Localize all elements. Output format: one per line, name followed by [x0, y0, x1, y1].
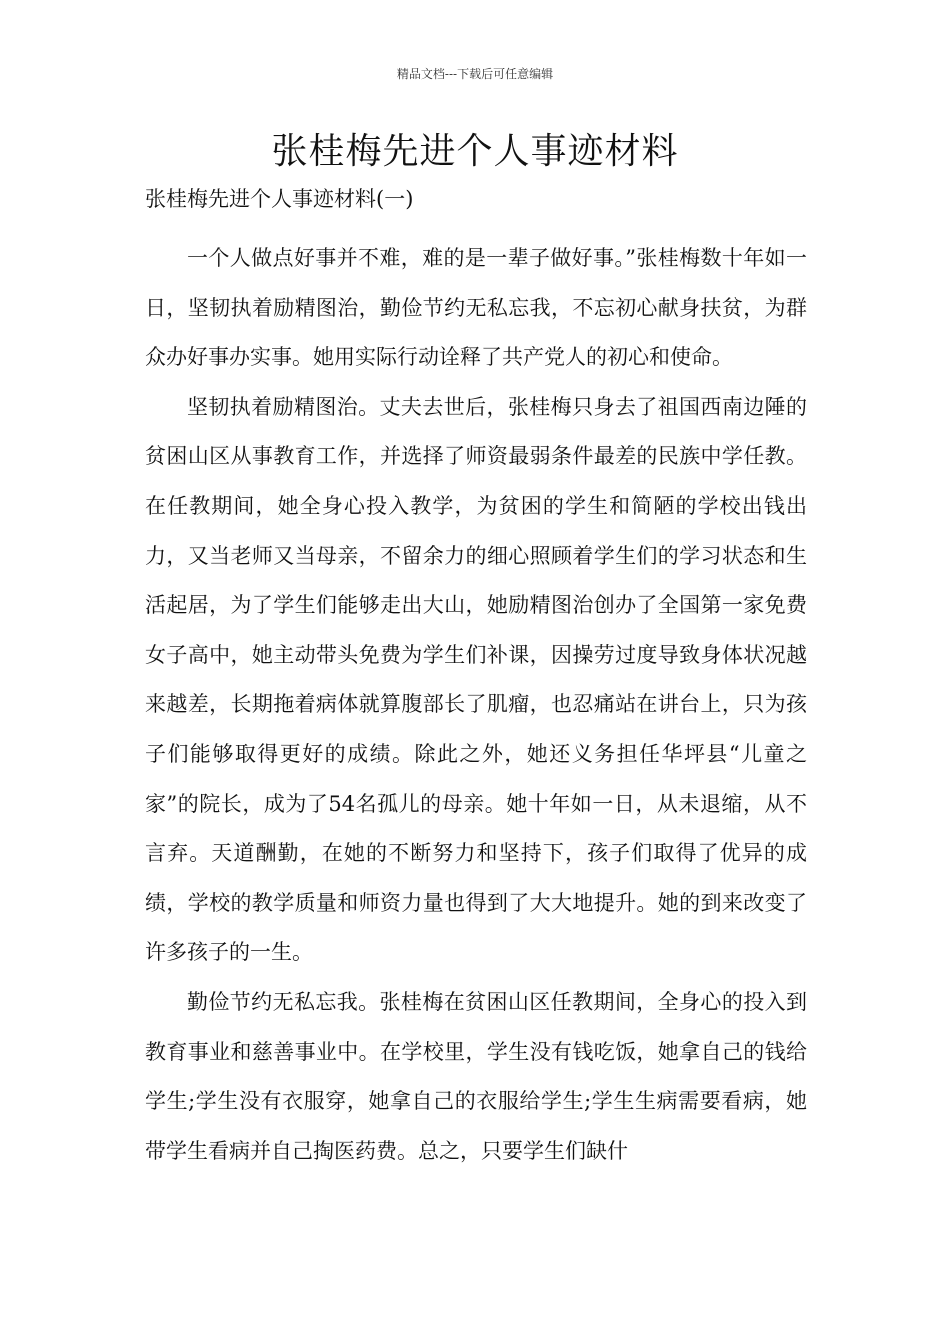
header-note: 精品文档---下载后可任意编辑: [396, 67, 554, 81]
paragraph-selflessness: 勤俭节约无私忘我。张桂梅在贫困山区任教期间，全身心的投入到教育事业和慈善事业中。在学校里，学生没有钱吃饭，她拿自己的钱给学生;学生没有衣服穿，她拿自己的衣服给学生;学生生病需要看病，她带学生看病并自己掏医药费。总之，只要学生们缺什: [145, 989, 807, 1163]
paragraph-intro: 一个人做点好事并不难，难的是一辈子做好事。”张桂梅数十年如一日，坚韧执着励精图治，勤俭节约无私忘我，不忘初心献身扶贫，为群众办好事办实事。她用实际行动诠释了共产党人的初心和使命。: [145, 246, 807, 370]
document-title: 张桂梅先进个人事迹材料: [271, 131, 679, 172]
document-body: [145, 234, 807, 1176]
document-subtitle: 张桂梅先进个人事迹材料(一): [145, 187, 414, 211]
paragraph-perseverance: 坚韧执着励精图治。丈夫去世后，张桂梅只身去了祖国西南边陲的贫困山区从事教育工作，并选择了师资最弱条件最差的民族中学任教。在任教期间，她全身心投入教学，为贫困的学生和简陋的学校出钱出力，又当老师又当母亲，不留余力的细心照顾着学生们的学习状态和生活起居，为了学生们能够走出大山，她励精图治创办了全国第一家免费女子高中，她主动带头免费为学生们补课，因操劳过度导致身体状况越来越差，长期拖着病体就算腹部长了肌瘤，也忍痛站在讲台上，只为孩子们能够取得更好的成绩。除此之外，她还义务担任华坪县“儿童之家”的院长，成为了54名孤儿的母亲。她十年如一日，从未退缩，从不言弃。天道酬勤，在她的不断努力和坚持下，孩子们取得了优异的成绩，学校的教学质量和师资力量也得到了大大地提升。她的到来改变了许多孩子的一生。: [145, 394, 807, 965]
